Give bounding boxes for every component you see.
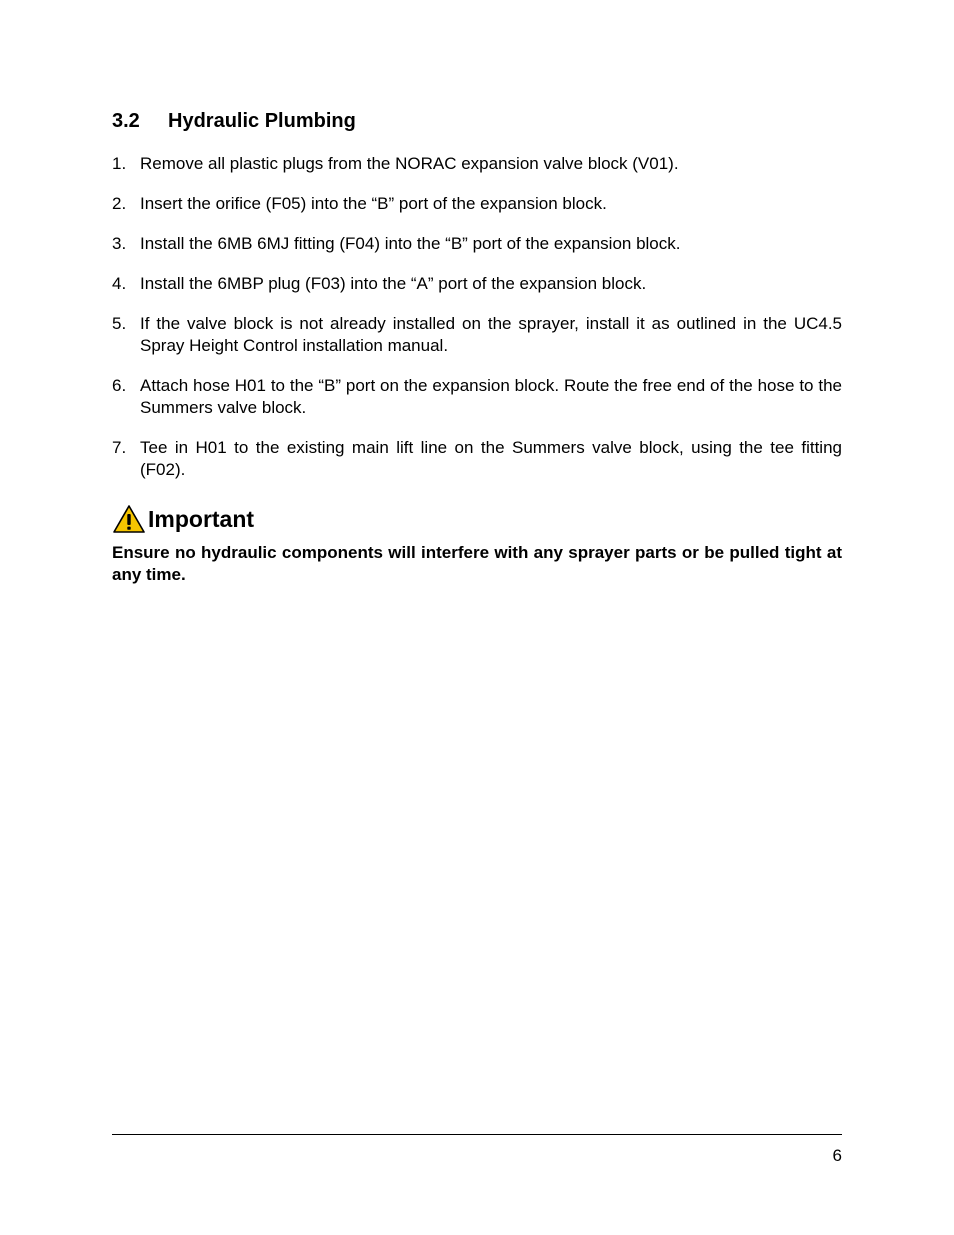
step-text: Attach hose H01 to the “B” port on the expansion block. Route the free end of the hose to the Summers valve block.	[140, 376, 842, 417]
step-number: 7.	[112, 438, 127, 457]
step-number: 3.	[112, 234, 127, 253]
list-item	[112, 153, 842, 175]
list-item	[112, 375, 842, 419]
step-number: 4.	[112, 274, 127, 293]
step-number: 6.	[112, 376, 127, 395]
step-number: 1.	[112, 154, 127, 173]
step-number: 5.	[112, 314, 127, 333]
step-text: Insert the orifice (F05) into the “B” port of the expansion block.	[140, 194, 607, 213]
list-item	[112, 437, 842, 481]
section-number: 3.2	[112, 110, 140, 132]
important-title: Important	[148, 505, 255, 532]
important-heading	[112, 504, 254, 534]
section-title: Hydraulic Plumbing	[168, 110, 356, 132]
step-text: Install the 6MBP plug (F03) into the “A” port of the expansion block.	[140, 274, 647, 293]
list-item	[112, 193, 842, 215]
list-item	[112, 313, 842, 357]
step-text: Tee in H01 to the existing main lift line on the Summers valve block, using the tee fitting (F02).	[140, 438, 842, 479]
list-item	[112, 273, 842, 295]
step-text: Remove all plastic plugs from the NORAC expansion valve block (V01).	[140, 154, 679, 173]
page-number: 6	[832, 1146, 842, 1165]
section-heading	[112, 110, 356, 133]
important-text: Ensure no hydraulic components will interfere with any sprayer parts or be pulled tight at any time.	[112, 543, 842, 584]
list-item	[112, 233, 842, 255]
step-text: If the valve block is not already installed on the sprayer, install it as outlined in the UC4.5 Spray Height Control installation manual.	[140, 314, 842, 355]
warning-triangle-icon	[112, 504, 146, 534]
step-text: Install the 6MB 6MJ fitting (F04) into the “B” port of the expansion block.	[140, 234, 681, 253]
steps-list	[112, 153, 842, 499]
footer-divider	[112, 1134, 842, 1135]
step-number: 2.	[112, 194, 127, 213]
